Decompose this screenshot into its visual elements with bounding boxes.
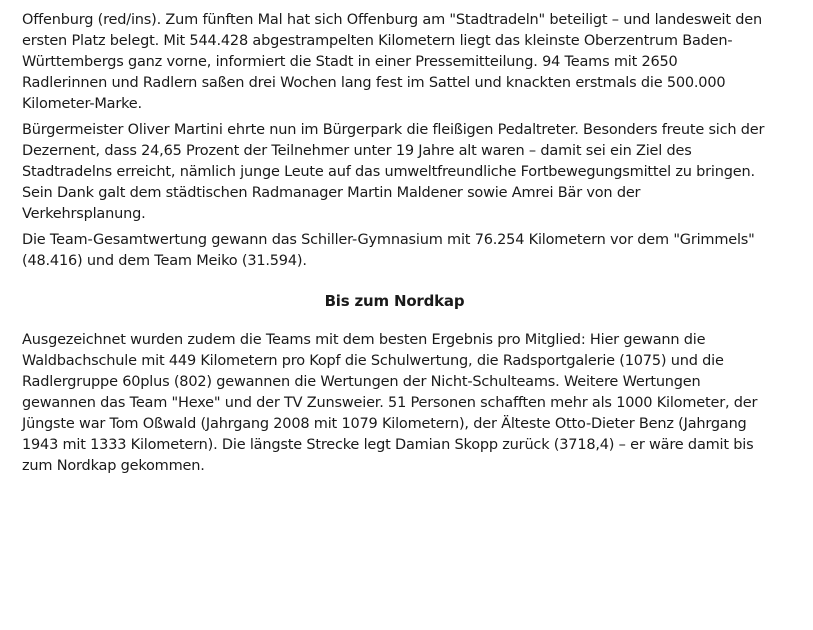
- article-paragraph-awards: Ausgezeichnet wurden zudem die Teams mit dem besten Ergebnis pro Mitglied: Hier gewann die Waldbachschule mit 449 Kilometern pro Kopf die Schulwertung, die Radsportgalerie (1075) und die Radlergruppe 60plus (802) gewannen die Wertungen der Nicht-Schulteams. Weitere Wertungen gewannen das Team "Hexe" und der TV Zunsweier. 51 Personen schafften mehr als 1000 Kilometer, der Jüngste war Tom Oßwald (Jahrgang 2008 mit 1079 Kilometern), der Älteste Otto-Dieter Benz (Jahrgang 1943 mit 1333 Kilometern). Die längste Strecke legt Damian Skopp zurück (3718,4) – er wäre damit bis zum Nordkap gekommen.: [22, 332, 758, 474]
- article-subheading: Bis zum Nordkap: [324, 292, 465, 310]
- article-paragraph-intro: Offenburg (red/ins). Zum fünften Mal hat sich Offenburg am "Stadtradeln" beteiligt – und landesweit den ersten Platz belegt. Mit 544.428 abgestrampelten Kilometern liegt das kleinste Oberzentrum Baden-Württembergs ganz vorne, informiert die Stadt in einer Pressemitteilung. 94 Teams mit 2650 Radlerinnen und Radlern saßen drei Wochen lang fest im Sattel und knackten erstmals die 500.000 Kilometer-Marke.: [22, 12, 762, 112]
- article-body: [22, 10, 767, 482]
- article-paragraph-mayor: Bürgermeister Oliver Martini ehrte nun im Bürgerpark die fleißigen Pedaltreter. Besonders freute sich der Dezernent, dass 24,65 Prozent der Teilnehmer unter 19 Jahre alt waren – damit sei ein Ziel des Stadtradelns erreicht, nämlich junge Leute auf das umweltfreundliche Fortbewegungsmittel zu bringen. Sein Dank galt dem städtischen Radmanager Martin Maldener sowie Amrei Bär von der Verkehrsplanung.: [22, 122, 765, 222]
- article-paragraph-team-ranking: Die Team-Gesamtwertung gewann das Schiller-Gymnasium mit 76.254 Kilometern vor dem "Grimmels" (48.416) und dem Team Meiko (31.594).: [22, 232, 755, 269]
